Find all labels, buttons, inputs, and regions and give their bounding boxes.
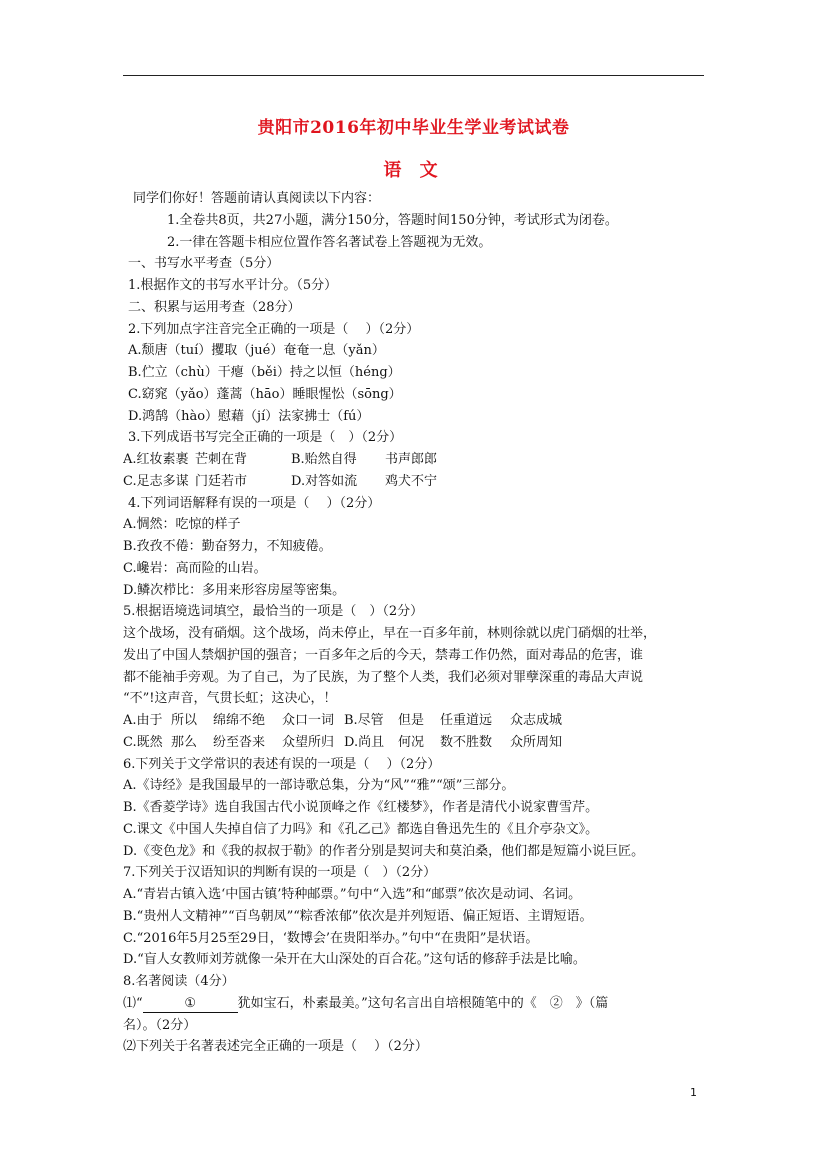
- subject-title: 语 文: [383, 160, 444, 181]
- question-5-passage-line: 发出了中国人禁烟护国的强音；一百多年之后的今天，禁毒工作仍然，面对毒品的危害，谁: [123, 647, 644, 663]
- q5-word: 任重道远: [440, 713, 493, 728]
- q5-word: 但是: [398, 713, 425, 728]
- header-rule: [123, 75, 704, 76]
- question-8-part-1: [123, 993, 708, 1015]
- question-2-option-b: B.伫立（chù）干瘪（běi）持之以恒（héng）: [128, 365, 401, 380]
- question-6-option-b: B.《香菱学诗》选自我国古代小说顶峰之作《红楼梦》，作者是清代小说家曹雪芹。: [123, 800, 599, 815]
- question-2-stem: 2.下列加点字注音完全正确的一项是（ ）（2分）: [128, 321, 420, 337]
- q3-option-d-word: 鸡犬不宁: [385, 473, 438, 489]
- question-6-option-c: C.课文《中国人失掉自信了力吗》和《孔乙己》都选自鲁迅先生的《且介亭杂文》。: [123, 821, 599, 837]
- question-7-option-c: C.“2016年5月25至29日，‘数博会’在贵阳举办。”句中“在贵阳”是状语。: [123, 930, 539, 946]
- q3-option-a: A.红妆素裹: [123, 452, 189, 467]
- question-5-stem: 5.根据语境选词填空，最恰当的一项是（ ）（2分）: [123, 604, 424, 620]
- q5-option-b: B.尽管: [344, 713, 384, 728]
- intro-rule-2: 2.一律在答题卡相应位置作答名著试卷上答题视为无效。: [167, 234, 492, 250]
- q8-answer-blank[interactable]: ①: [143, 996, 238, 1013]
- question-1: 1.根据作文的书写水平计分。（5分）: [128, 278, 338, 293]
- intro-rule-1: 1.全卷共8页，共27小题，满分150分，答题时间150分钟，考试形式为闭卷。: [167, 212, 618, 228]
- question-3-options-cd: [123, 471, 708, 493]
- intro-greeting: 同学们你好！答题前请认真阅读以下内容：: [133, 191, 381, 206]
- section2-heading: 二、积累与运用考查（28分）: [128, 299, 301, 315]
- question-8-stem: 8.名著阅读（4分）: [123, 974, 235, 989]
- exam-content: [123, 188, 708, 1058]
- question-7-stem: 7.下列关于汉语知识的判断有误的一项是（ ）（2分）: [123, 865, 437, 881]
- question-4-option-c: C.巉岩：高而险的山岩。: [123, 560, 267, 576]
- q5-word: 众所周知: [510, 734, 563, 750]
- q5-word: 那么: [171, 734, 198, 750]
- q5-word: 绵绵不绝: [213, 713, 266, 728]
- exam-title: 贵阳市2016年初中毕业生学业考试试卷: [257, 118, 570, 138]
- question-4-option-d: D.鳞次栉比：多用来形容房屋等密集。: [123, 582, 346, 598]
- question-5-passage-line: 都不能袖手旁观。为了自己，为了民族，为了整个人类，我们必须对罪孽深重的毒品大声说: [123, 669, 644, 685]
- q5-word: 众口一词: [282, 713, 335, 728]
- q8-p1-prefix: ⑴“: [123, 995, 143, 1011]
- question-3-options-ab: [123, 449, 708, 471]
- question-4-option-b: B.孜孜不倦：勤奋努力，不知疲倦。: [123, 539, 332, 554]
- question-5-options-ab: [123, 710, 708, 732]
- q3-option-c-word: 门廷若市: [195, 473, 248, 489]
- question-6-option-a: A.《诗经》是我国最早的一部诗歌总集，分为“风”“雅”“颂”三部分。: [123, 778, 515, 794]
- question-5-passage-line: “不”!这声音，气贯长虹；这决心，！: [123, 691, 337, 707]
- question-6-stem: 6.下列关于文学常识的表述有误的一项是（ ）（2分）: [123, 756, 441, 772]
- question-7-option-a: A.“青岩古镇入选‘中国古镇’特种邮票。”句中“入选”和“邮票”依次是动词、名词。: [123, 887, 582, 902]
- question-2-option-a: A.颓唐（tuí）攫取（jué）奄奄一息（yǎn）: [128, 343, 385, 359]
- q5-word: 众望所归: [282, 734, 335, 750]
- q5-option-d: D.尚且: [344, 734, 385, 750]
- q5-option-c: C.既然: [123, 734, 163, 750]
- question-5-options-cd: [123, 732, 708, 754]
- q3-option-a-word: 芒刺在背: [195, 452, 248, 467]
- question-7-option-b: B.“贵州人文精神”“百鸟朝凤”“粽香浓郁”依次是并列短语、偏正短语、主谓短语。: [123, 908, 593, 924]
- q3-option-b: B.贻然自得: [291, 452, 357, 467]
- q3-option-d: D.对答如流: [291, 473, 358, 489]
- question-2-option-c: C.窈窕（yǎo）蓬蒿（hāo）睡眼惺忪（sōng）: [128, 386, 402, 402]
- q8-p1-suffix: 犹如宝石，朴素最美。”这句名言出自培根随笔中的《 ② 》（篇: [237, 995, 609, 1011]
- question-8-part-1-cont: 名）。（2分）: [123, 1017, 197, 1033]
- q3-option-b-word: 书声郎郎: [385, 452, 438, 467]
- question-4-stem: 4.下列词语解释有误的一项是（ ）（2分）: [128, 495, 381, 511]
- question-8-part-2: ⑵下列关于名著表述完全正确的一项是（ ）（2分）: [123, 1039, 428, 1055]
- question-2-option-d: D.鸿鹄（hào）慰藉（jí）法家拂士（fú）: [128, 408, 370, 424]
- page-number: 1: [690, 1086, 697, 1099]
- q3-option-c: C.足志多谋: [123, 473, 189, 489]
- question-6-option-d: D.《变色龙》和《我的叔叔于勒》的作者分别是契诃夫和莫泊桑，他们都是短篇小说巨匠。: [123, 843, 645, 859]
- q5-word: 所以: [171, 713, 198, 728]
- question-5-passage-line: 这个战场，没有硝烟。这个战场，尚未停止，早在一百多年前，林则徐就以虎门硝烟的壮举，: [123, 626, 657, 641]
- question-3-stem: 3.下列成语书写完全正确的一项是（ ）（2分）: [128, 430, 403, 446]
- q5-word: 数不胜数: [440, 734, 493, 750]
- q5-word: 众志成城: [510, 713, 563, 728]
- question-7-option-d: D.“盲人女教师刘芳就像一朵开在大山深处的百合花。”这句话的修辞手法是比喻。: [123, 952, 586, 968]
- question-4-option-a: A.惆然：吃惊的样子: [123, 517, 241, 533]
- section1-heading: 一、书写水平考查（5分）: [128, 256, 280, 272]
- q5-word: 纷至沓来: [213, 734, 266, 750]
- q5-option-a: A.由于: [123, 713, 163, 728]
- q5-word: 何况: [398, 734, 425, 750]
